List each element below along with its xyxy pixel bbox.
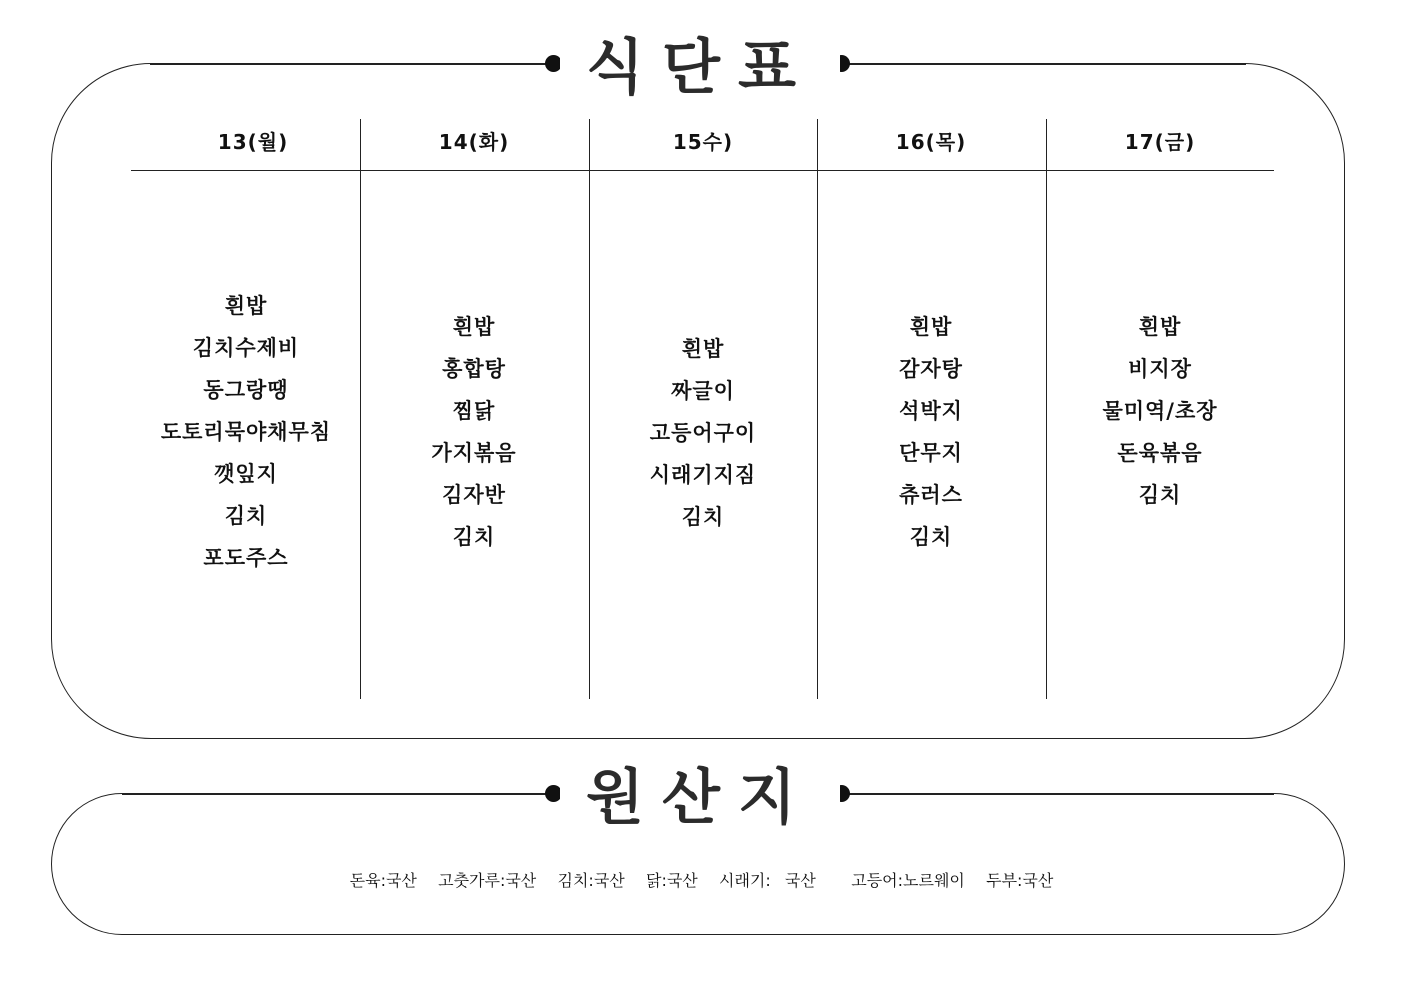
menu-title: 식단표 <box>560 38 840 98</box>
day-header-tue: 14(화) <box>438 130 510 154</box>
menu-item: 짜글이 <box>671 379 735 403</box>
menu-item: 김자반 <box>442 483 506 507</box>
origin-title: 원산지 <box>560 768 840 828</box>
menu-item: 단무지 <box>899 441 963 465</box>
origin-info-text: 돈육:국산 고춧가루:국산 김치:국산 닭:국산 시래기: 국산 고등어:노르웨이 두부:국산 <box>349 871 1054 890</box>
menu-item: 고등어구이 <box>649 421 757 445</box>
menu-column-fri <box>1046 306 1274 516</box>
menu-column-thu <box>817 306 1045 558</box>
day-header-fri: 17(금) <box>1124 130 1196 154</box>
menu-item: 김치 <box>1138 483 1182 507</box>
menu-item: 흰밥 <box>452 315 496 339</box>
menu-item: 동그랑땡 <box>203 378 289 402</box>
menu-column-wed <box>589 328 817 538</box>
menu-item: 흰밥 <box>681 337 725 361</box>
menu-item: 시래기지짐 <box>649 463 757 487</box>
menu-item: 물미역/초장 <box>1102 399 1218 423</box>
menu-item: 김치수제비 <box>192 336 300 360</box>
menu-item: 김치 <box>681 505 725 529</box>
day-header-mon: 13(월) <box>217 130 289 154</box>
menu-column-mon <box>132 285 360 579</box>
menu-item: 포도주스 <box>203 546 289 570</box>
menu-item: 가지볶음 <box>431 441 517 465</box>
menu-item: 흰밥 <box>1138 315 1182 339</box>
header-divider <box>131 170 1274 171</box>
menu-item: 김치 <box>909 525 953 549</box>
menu-item: 흰밥 <box>909 315 953 339</box>
day-header-thu: 16(목) <box>895 130 967 154</box>
menu-item: 홍합탕 <box>442 357 506 381</box>
day-header-wed: 15수) <box>672 130 734 154</box>
origin-title-right-line <box>842 793 1274 795</box>
menu-item: 깻잎지 <box>214 462 278 486</box>
menu-item: 비지장 <box>1128 357 1192 381</box>
menu-item: 석박지 <box>899 399 963 423</box>
menu-column-tue <box>360 306 588 558</box>
origin-title-left-line <box>122 793 554 795</box>
menu-item: 찜닭 <box>452 399 496 423</box>
menu-item: 김치 <box>224 504 268 528</box>
menu-title-right-line <box>842 63 1246 65</box>
menu-item: 김치 <box>452 525 496 549</box>
menu-item: 흰밥 <box>224 294 268 318</box>
menu-item: 돈육볶음 <box>1117 441 1203 465</box>
menu-title-left-line <box>150 63 554 65</box>
menu-item: 츄러스 <box>899 483 963 507</box>
menu-item: 도토리묵야채무침 <box>160 420 332 444</box>
menu-item: 감자탕 <box>899 357 963 381</box>
